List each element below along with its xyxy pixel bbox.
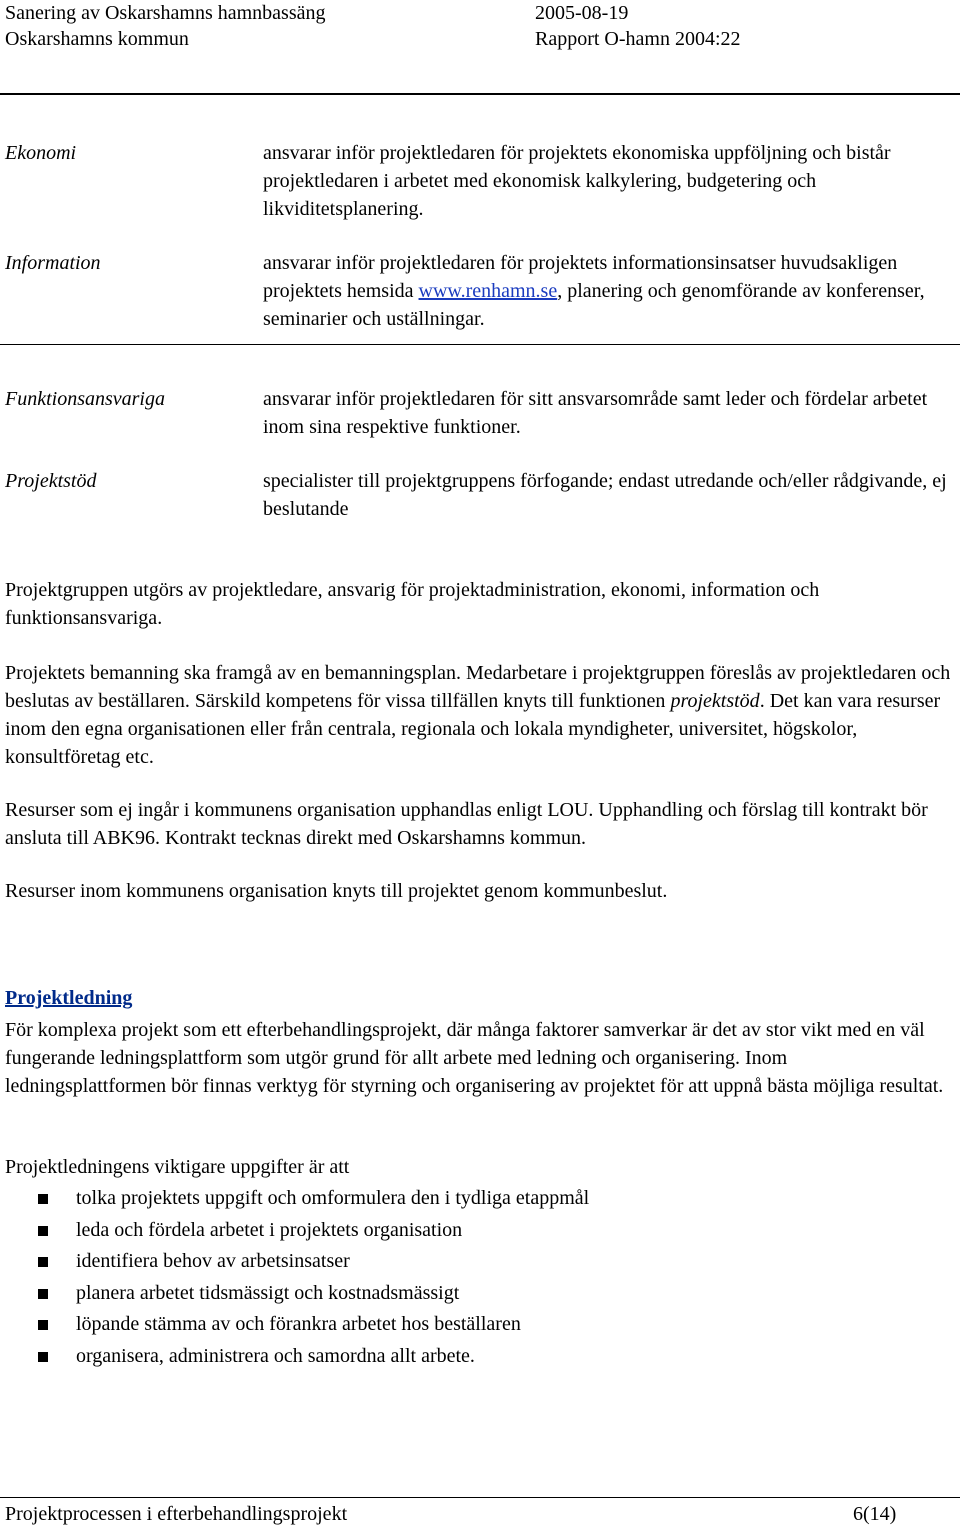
square-bullet-icon <box>38 1257 48 1267</box>
list-intro: Projektledningens viktigare uppgifter är att <box>5 1156 350 1178</box>
page-number: 6(14) <box>853 1503 897 1525</box>
document-date: 2005-08-19 <box>535 2 629 24</box>
square-bullet-icon <box>38 1352 48 1362</box>
role-term: Projektstöd <box>5 470 97 492</box>
list-item <box>5 1247 905 1279</box>
paragraph-resurser-lou: Resurser som ej ingår i kommunens organisation upphandlas enligt LOU. Upphandling och förslag till kontrakt bör ansluta till ABK96. Kontrakt tecknas direkt med Oskarshamns kommun. <box>5 799 928 849</box>
list-item <box>5 1279 905 1311</box>
list-item <box>5 1310 905 1342</box>
role-description: ansvarar inför projektledaren för sitt ansvarsområde samt leder och fördelar arbetet inom sina respektive funktioner. <box>263 388 928 438</box>
page-footer <box>5 1500 905 1528</box>
header-row-2 <box>5 25 955 51</box>
role-term: Information <box>5 252 101 274</box>
role-funktionsansvariga <box>5 385 960 441</box>
square-bullet-icon <box>38 1320 48 1330</box>
section-intro: För komplexa projekt som ett efterbehandlingsprojekt, där många faktorer samverkar är det av stor vikt med en väl fungerande ledningsplattform som utgör grund för allt arbete med ledning och organisering. Inom ledningsplattformen bör finnas verktyg för styrning och organisering av projektet för att uppnå bästa möjliga resultat. <box>5 1019 944 1097</box>
role-list-bottom <box>5 385 960 523</box>
footer-divider <box>0 1497 960 1498</box>
emphasis-projektstod: projektstöd <box>670 690 760 712</box>
list-item-text: löpande stämma av och förankra arbetet hos beställaren <box>76 1313 521 1335</box>
square-bullet-icon <box>38 1289 48 1299</box>
header-divider <box>0 93 960 95</box>
section-heading: Projektledning <box>5 987 133 1009</box>
list-item <box>5 1184 905 1216</box>
header-row-1 <box>5 0 955 25</box>
paragraph-kommunbeslut: Resurser inom kommunens organisation knyts till projektet genom kommunbeslut. <box>5 880 668 902</box>
list-item-text: tolka projektets uppgift och omformulera den i tydliga etappmål <box>76 1187 590 1209</box>
list-item-text: planera arbetet tidsmässigt och kostnadsmässigt <box>76 1281 460 1304</box>
task-list <box>5 1184 905 1373</box>
role-term: Funktionsansvariga <box>5 388 165 410</box>
paragraph-text: Projektets bemanning ska framgå av en bemanningsplan. Medarbetare i projektgruppen föreslås av projektledaren och beslutas av beställaren. Särskild kompetens för vissa tillfällen knyts till funktionen <box>5 662 951 712</box>
role-description-text: , planering och genomförande av konferenser, seminarier och uställningar. <box>263 280 925 330</box>
paragraph-text: . Det kan vara resurser inom den egna organisationen eller från centrala, regionala och lokala myndigheter, universitet, högskolor, konsultföretag etc. <box>5 690 941 768</box>
list-item-text: leda och fördela arbetet i projektets organisation <box>76 1218 463 1241</box>
paragraph-projektgruppen: Projektgruppen utgörs av projektledare, ansvarig för projektadministration, ekonomi, information och funktionsansvariga. <box>5 579 820 629</box>
section-divider <box>0 344 960 345</box>
list-item <box>5 1216 905 1248</box>
page-header <box>0 0 960 52</box>
report-number: Rapport O-hamn 2004:22 <box>535 28 741 50</box>
organization: Oskarshamns kommun <box>5 28 189 50</box>
role-description <box>263 249 955 333</box>
role-information <box>5 249 960 333</box>
role-description-text: ansvarar inför projektledaren för projektets informationsinsatser huvudsakligen projektets hemsida <box>263 252 898 302</box>
square-bullet-icon <box>38 1194 48 1204</box>
website-link[interactable]: www.renhamn.se <box>418 280 558 302</box>
role-list-top <box>5 139 960 333</box>
document-title: Sanering av Oskarshamns hamnbassäng <box>5 2 326 24</box>
list-item <box>5 1342 905 1374</box>
footer-title: Projektprocessen i efterbehandlingsprojekt <box>5 1503 348 1525</box>
list-item-text: identifiera behov av arbetsinsatser <box>76 1250 350 1272</box>
role-description: specialister till projektgruppens förfogande; endast utredande och/eller rådgivande, ej beslutande <box>263 470 947 520</box>
square-bullet-icon <box>38 1226 48 1236</box>
paragraph-bemanning <box>5 659 953 771</box>
role-description: ansvarar inför projektledaren för projektets ekonomiska uppföljning och bistår projektledaren i arbetet med ekonomisk kalkylering, budgetering och likviditetsplanering. <box>263 142 891 220</box>
role-projektstod <box>5 467 960 523</box>
role-ekonomi <box>5 139 960 223</box>
list-item-text: organisera, administrera och samordna allt arbete. <box>76 1344 475 1367</box>
role-term: Ekonomi <box>5 142 77 164</box>
